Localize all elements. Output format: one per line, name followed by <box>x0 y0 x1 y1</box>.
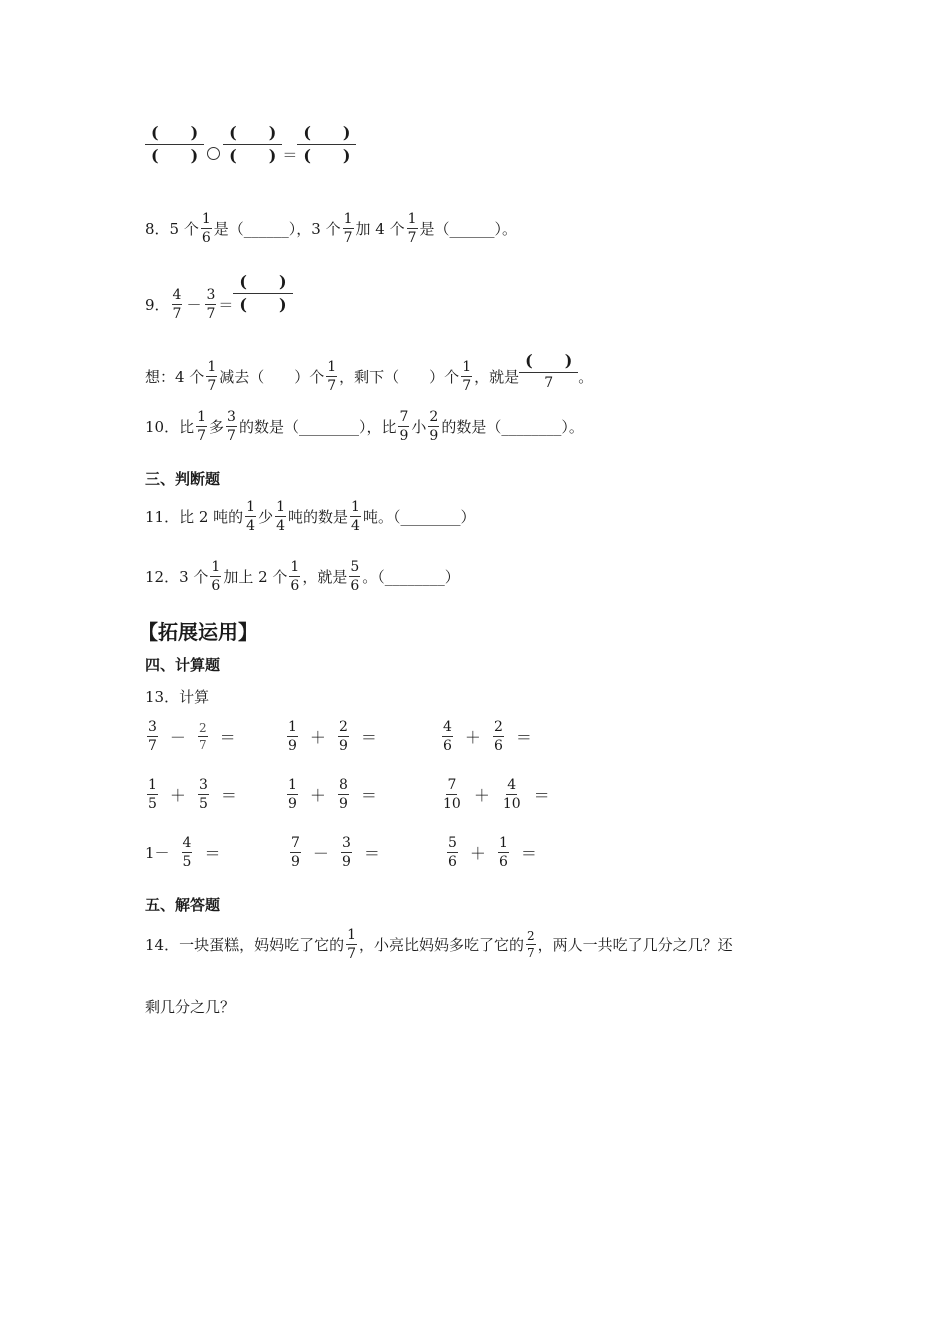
question-number: 9． <box>145 296 170 314</box>
calc-item <box>440 778 560 811</box>
denominator: 7 <box>206 306 216 322</box>
fraction <box>526 930 536 959</box>
operator: － <box>312 844 329 863</box>
question-text: 11．比 2 吨的 <box>145 508 244 526</box>
numerator: 2 <box>429 409 439 425</box>
fraction <box>349 560 360 593</box>
equals-sign: ＝ <box>520 844 537 863</box>
blank-denominator: ( ) <box>239 295 287 314</box>
calc-item <box>445 836 547 869</box>
section-heading-calculation: 四、计算题 <box>145 656 221 674</box>
numerator: 1 <box>327 359 337 375</box>
numerator: 3 <box>227 409 236 425</box>
blank-fraction[interactable] <box>233 274 292 313</box>
fraction <box>502 778 522 811</box>
operator: ＋ <box>473 786 490 805</box>
denominator: 9 <box>429 428 439 444</box>
question-10 <box>145 410 584 443</box>
question-text: 10．比 <box>145 418 195 436</box>
question-text: 是（______），3 个 <box>213 220 341 238</box>
question-8 <box>145 212 517 245</box>
question-text: 小 <box>411 418 427 436</box>
fraction <box>287 778 298 811</box>
fraction <box>210 560 221 593</box>
question-text: 少 <box>258 508 274 526</box>
question-text: 。（________） <box>362 568 460 586</box>
numerator: 1 <box>290 559 300 575</box>
numerator: 1 <box>343 211 353 227</box>
blank-fraction[interactable] <box>145 125 204 164</box>
equals-sign: ＝ <box>533 786 550 805</box>
denominator: 7 <box>343 230 353 246</box>
fraction <box>407 212 418 245</box>
numerator: 4 <box>172 287 182 303</box>
numerator: 1 <box>498 835 508 851</box>
operator: ＋ <box>309 786 326 805</box>
fraction <box>287 720 298 753</box>
fraction <box>201 212 212 245</box>
blank-numerator: ( ) <box>297 125 356 145</box>
denominator: 7 <box>347 946 357 962</box>
fraction <box>341 836 352 869</box>
denominator: 6 <box>493 738 503 754</box>
equals-sign: ＝ <box>204 844 221 863</box>
hint-text: ，剩下（ ）个 <box>339 368 460 386</box>
denominator: 9 <box>288 738 297 754</box>
fraction <box>343 212 354 245</box>
equals-sign: ＝ <box>282 146 298 164</box>
numerator: 5 <box>448 835 457 851</box>
blank-numerator: ( ) <box>519 353 578 373</box>
denominator: 7 <box>327 378 337 394</box>
numerator: 8 <box>338 777 348 793</box>
fraction <box>346 928 357 961</box>
equals-sign: ＝ <box>360 728 377 747</box>
denominator: 4 <box>351 518 360 534</box>
question-14-continued: 剩几分之几？ <box>145 998 236 1016</box>
numerator: 1 <box>246 499 256 515</box>
fraction <box>205 288 216 321</box>
denominator: 7 <box>527 946 535 960</box>
numerator: 2 <box>338 719 348 735</box>
question-text: 吨的数是 <box>288 508 349 526</box>
equals-sign: ＝ <box>363 844 380 863</box>
operator: ＋ <box>464 728 481 747</box>
denominator: 9 <box>288 796 297 812</box>
fraction <box>428 410 439 443</box>
question-text: 多 <box>209 418 225 436</box>
fraction <box>172 288 183 321</box>
denominator: 6 <box>290 578 300 594</box>
equals-sign: ＝ <box>220 786 237 805</box>
question-text: 是（______）。 <box>419 220 518 238</box>
fraction <box>338 720 349 753</box>
blank-fraction[interactable] <box>223 125 282 164</box>
fraction <box>245 500 256 533</box>
question-text: ，就是 <box>302 568 348 586</box>
numerator: 3 <box>148 719 157 735</box>
calc-item <box>285 720 387 753</box>
numerator: 1 <box>351 499 360 515</box>
fraction <box>275 500 286 533</box>
fraction <box>447 836 458 869</box>
denominator: 6 <box>448 854 457 870</box>
fraction <box>196 410 207 443</box>
fraction <box>442 778 462 811</box>
denominator: 7 <box>198 738 207 752</box>
section-heading-word-problems: 五、解答题 <box>145 896 221 914</box>
calc-item <box>288 836 390 869</box>
calc-item <box>440 720 542 753</box>
question-text: 12．3 个 <box>145 568 209 586</box>
numerator: 1 <box>347 927 357 943</box>
denominator: 4 <box>276 518 286 534</box>
fraction <box>493 720 504 753</box>
fraction <box>198 778 209 811</box>
blank-denominator: ( ) <box>303 146 351 165</box>
fraction <box>398 410 409 443</box>
hint-text: 。 <box>578 368 594 386</box>
equals-sign: ＝ <box>360 786 377 805</box>
hint-text: 想：4 个 <box>145 368 205 386</box>
calc-item <box>145 778 247 811</box>
operator: － <box>169 728 186 747</box>
fraction <box>350 500 361 533</box>
fraction <box>289 560 300 593</box>
operator: ＋ <box>169 786 186 805</box>
denominator: 6 <box>201 230 211 246</box>
question-text: ，小亮比妈妈多吃了它的 <box>359 936 525 954</box>
denominator: 7 <box>172 306 182 322</box>
numerator: 1 <box>462 359 472 375</box>
operator: ＋ <box>309 728 326 747</box>
question-11 <box>145 500 475 533</box>
circle-icon <box>207 147 220 160</box>
denominator: 6 <box>498 854 508 870</box>
numerator: 4 <box>443 719 452 735</box>
denominator: 10 <box>502 796 521 812</box>
fraction <box>326 360 337 393</box>
numerator: 5 <box>350 559 360 575</box>
blank-numerator: ( ) <box>145 125 204 145</box>
question-text: 14．一块蛋糕，妈妈吃了它的 <box>145 936 345 954</box>
numerator: 1 <box>148 777 157 793</box>
numerator: 7 <box>291 835 300 851</box>
denominator: 7 <box>544 375 554 391</box>
calc-item <box>145 836 230 869</box>
numerator: 2 <box>198 721 207 735</box>
fraction <box>338 778 349 811</box>
calc-item <box>285 778 387 811</box>
question-text: 8．5 个 <box>145 220 199 238</box>
denominator: 4 <box>246 518 256 534</box>
numerator: 3 <box>341 835 351 851</box>
denominator: 5 <box>148 796 157 812</box>
numerator: 3 <box>206 287 216 303</box>
denominator: 7 <box>197 428 207 444</box>
equals-sign: ＝ <box>219 728 236 747</box>
numerator: 2 <box>493 719 503 735</box>
comparison-circle[interactable] <box>204 146 223 164</box>
equals-sign: ＝ <box>218 296 234 314</box>
denominator: 6 <box>211 578 221 594</box>
fraction <box>290 836 301 869</box>
question-text: 吨。（________） <box>362 508 476 526</box>
numerator: 1 <box>276 499 286 515</box>
numerator: 1 <box>207 359 217 375</box>
numerator: 1 <box>197 409 207 425</box>
blank-fraction[interactable] <box>519 353 578 390</box>
fraction <box>182 836 193 869</box>
denominator: 5 <box>198 796 208 812</box>
question-text: 加 4 个 <box>355 220 405 238</box>
fraction <box>461 360 472 393</box>
numerator: 1 <box>288 777 297 793</box>
operand-text: 1－ <box>145 844 170 862</box>
think-hint <box>145 350 593 393</box>
blank-denominator: ( ) <box>229 146 277 165</box>
fraction <box>442 720 453 753</box>
operator: ＋ <box>469 844 486 863</box>
top-blank-equation <box>145 124 356 165</box>
blank-numerator: ( ) <box>223 125 282 145</box>
section-heading-judgement: 三、判断题 <box>145 470 221 488</box>
fraction <box>206 360 217 393</box>
numerator: 1 <box>201 211 211 227</box>
denominator: 9 <box>338 796 348 812</box>
denominator: 7 <box>227 428 236 444</box>
hint-text: ，就是 <box>474 368 520 386</box>
question-text: 的数是（________），比 <box>238 418 397 436</box>
numerator: 7 <box>447 777 457 793</box>
question-13: 13．计算 <box>145 688 210 706</box>
numerator: 4 <box>507 777 517 793</box>
numerator: 1 <box>407 211 417 227</box>
blank-fraction[interactable] <box>297 125 356 164</box>
extension-heading: 【拓展运用】 <box>138 620 258 644</box>
blank-numerator: ( ) <box>233 274 292 294</box>
denominator: 9 <box>291 854 300 870</box>
numerator: 1 <box>211 559 221 575</box>
question-9 <box>145 266 293 321</box>
numerator: 2 <box>527 929 535 943</box>
numerator: 1 <box>288 719 297 735</box>
denominator: 9 <box>341 854 351 870</box>
fraction <box>498 836 509 869</box>
denominator: 9 <box>338 738 348 754</box>
question-12 <box>145 560 460 593</box>
numerator: 4 <box>182 835 192 851</box>
denominator: 5 <box>182 854 192 870</box>
denominator: 7 <box>407 230 417 246</box>
denominator: 9 <box>399 428 409 444</box>
denominator: 7 <box>462 378 472 394</box>
blank-denominator: ( ) <box>151 146 199 165</box>
denominator: 10 <box>443 796 461 812</box>
denominator: 6 <box>350 578 360 594</box>
question-text: 的数是（________）。 <box>441 418 584 436</box>
denominator: 6 <box>443 738 452 754</box>
fraction <box>198 722 208 751</box>
denominator: 7 <box>207 378 217 394</box>
equals-sign: ＝ <box>515 728 532 747</box>
calc-item <box>145 720 246 753</box>
question-text: ，两人一共吃了几分之几？还 <box>537 936 733 954</box>
question-14 <box>145 928 733 961</box>
question-text: 加上 2 个 <box>223 568 288 586</box>
fraction <box>226 410 237 443</box>
fraction <box>147 720 158 753</box>
hint-text: 减去（ ）个 <box>219 368 325 386</box>
numerator: 7 <box>399 409 409 425</box>
numerator: 3 <box>198 777 208 793</box>
minus-sign: － <box>186 296 202 314</box>
denominator: 7 <box>148 738 157 754</box>
fraction <box>147 778 158 811</box>
